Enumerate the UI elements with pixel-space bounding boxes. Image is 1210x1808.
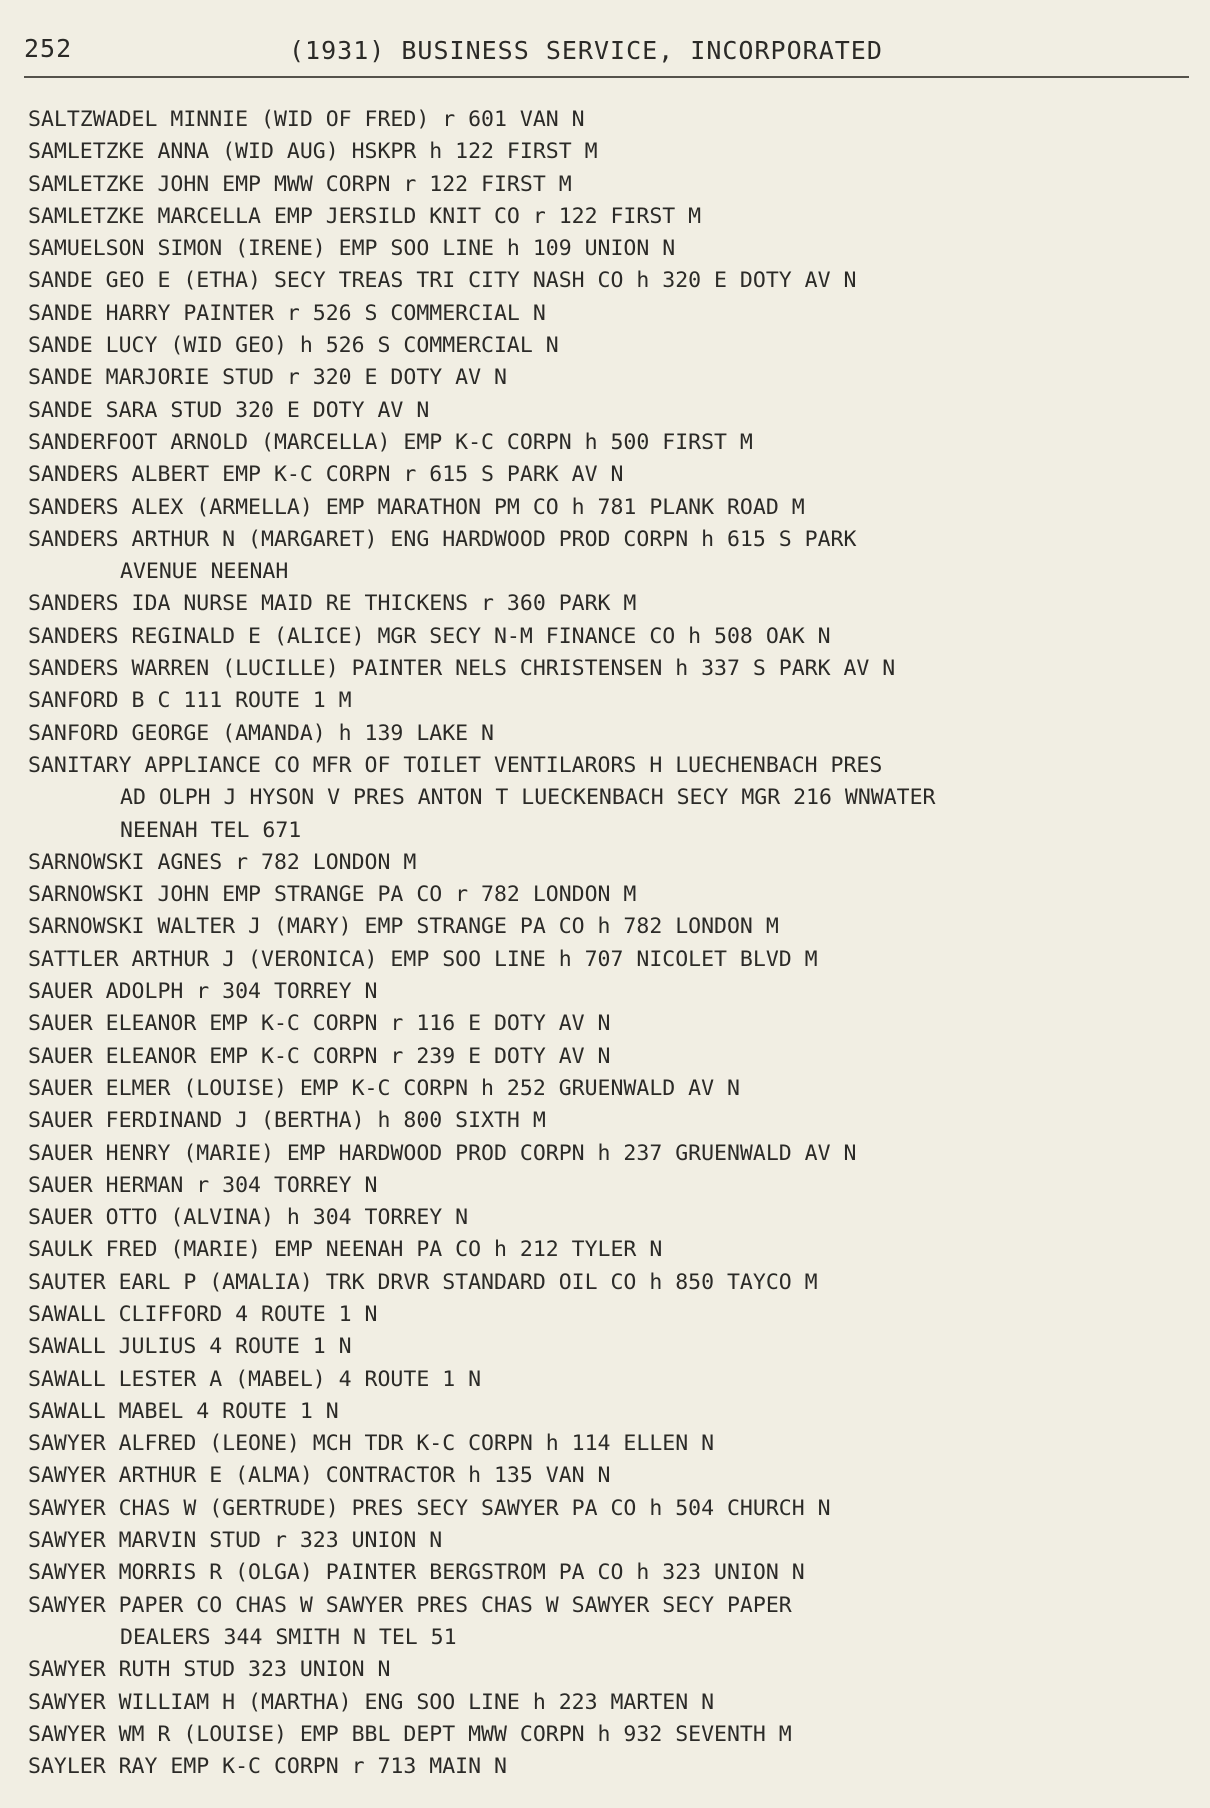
directory-entry: SANDE GEO E (ETHA) SECY TREAS TRI CITY NASH CO h 320 E DOTY AV N [28, 268, 857, 294]
directory-entry: SAUER HENRY (MARIE) EMP HARDWOOD PROD CORPN h 237 GRUENWALD AV N [28, 1140, 857, 1166]
directory-entry: SAWYER ARTHUR E (ALMA) CONTRACTOR h 135 VAN N [28, 1463, 611, 1489]
page-header [24, 34, 1184, 74]
directory-entry: SAWALL LESTER A (MABEL) 4 ROUTE 1 N [28, 1366, 482, 1392]
directory-entry: SANDERS IDA NURSE MAID RE THICKENS r 360 PARK M [28, 591, 637, 617]
directory-entry: SAWYER PAPER CO CHAS W SAWYER PRES CHAS W SAWYER SECY PAPER [28, 1592, 792, 1618]
directory-entry: SATTLER ARTHUR J (VERONICA) EMP SOO LINE h 707 NICOLET BLVD M [28, 946, 818, 972]
directory-entry: SAUER ELMER (LOUISE) EMP K-C CORPN h 252 GRUENWALD AV N [28, 1075, 740, 1101]
directory-entry: SANFORD GEORGE (AMANDA) h 139 LAKE N [28, 720, 494, 746]
directory-entry: SANDERS ALBERT EMP K-C CORPN r 615 S PARK AV N [28, 462, 624, 488]
directory-entry: SANDE SARA STUD 320 E DOTY AV N [28, 397, 430, 423]
directory-entry: SANDE HARRY PAINTER r 526 S COMMERCIAL N [28, 300, 546, 326]
directory-entry: SANDERS REGINALD E (ALICE) MGR SECY N-M FINANCE CO h 508 OAK N [28, 623, 831, 649]
directory-entry: SAMLETZKE MARCELLA EMP JERSILD KNIT CO r 122 FIRST M [28, 203, 702, 229]
directory-entry: SANDERS WARREN (LUCILLE) PAINTER NELS CHRISTENSEN h 337 S PARK AV N [28, 656, 896, 682]
directory-entry: SAMLETZKE ANNA (WID AUG) HSKPR h 122 FIRST M [28, 139, 598, 165]
directory-entry: SARNOWSKI JOHN EMP STRANGE PA CO r 782 LONDON M [28, 882, 637, 908]
directory-entry: SAUER FERDINAND J (BERTHA) h 800 SIXTH M [28, 1108, 546, 1134]
directory-entry: SALTZWADEL MINNIE (WID OF FRED) r 601 VAN N [28, 107, 585, 132]
directory-entry: SAUER ELEANOR EMP K-C CORPN r 239 E DOTY AV N [28, 1043, 611, 1069]
directory-entry: SAYLER RAY EMP K-C CORPN r 713 MAIN N [28, 1754, 507, 1780]
directory-entry-continuation: AVENUE NEENAH [120, 559, 289, 585]
directory-entry-continuation: AD OLPH J HYSON V PRES ANTON T LUECKENBACH SECY MGR 216 WNWATER [120, 785, 936, 811]
directory-entry: SANFORD B C 111 ROUTE 1 M [28, 688, 352, 714]
directory-entry: SANDERFOOT ARNOLD (MARCELLA) EMP K-C CORPN h 500 FIRST M [28, 429, 753, 455]
directory-entry: SAWYER WM R (LOUISE) EMP BBL DEPT MWW CORPN h 932 SEVENTH M [28, 1721, 792, 1747]
directory-entry: SAWYER CHAS W (GERTRUDE) PRES SECY SAWYER PA CO h 504 CHURCH N [28, 1495, 831, 1521]
directory-entry: SANDE MARJORIE STUD r 320 E DOTY AV N [28, 365, 507, 391]
directory-entry-continuation: NEENAH TEL 671 [120, 817, 302, 843]
directory-entry: SAMLETZKE JOHN EMP MWW CORPN r 122 FIRST M [28, 171, 572, 197]
directory-entry: SAUER OTTO (ALVINA) h 304 TORREY N [28, 1205, 469, 1231]
directory-entry: SAUER HERMAN r 304 TORREY N [28, 1172, 378, 1198]
page-number: 252 [24, 34, 73, 63]
directory-entry: SAUER ELEANOR EMP K-C CORPN r 116 E DOTY AV N [28, 1011, 611, 1037]
directory-entry: SANITARY APPLIANCE CO MFR OF TOILET VENTILARORS H LUECHENBACH PRES [28, 752, 883, 778]
directory-entry: SARNOWSKI AGNES r 782 LONDON M [28, 849, 417, 875]
directory-entry: SANDERS ALEX (ARMELLA) EMP MARATHON PM CO h 781 PLANK ROAD M [28, 494, 805, 520]
running-title: (1931) BUSINESS SERVICE, INCORPORATED [289, 36, 883, 65]
directory-entry: SAWALL JULIUS 4 ROUTE 1 N [28, 1334, 352, 1360]
directory-entry: SAMUELSON SIMON (IRENE) EMP SOO LINE h 109 UNION N [28, 236, 676, 262]
directory-entry: SANDERS ARTHUR N (MARGARET) ENG HARDWOOD PROD CORPN h 615 S PARK [28, 526, 857, 552]
directory-entry-continuation: DEALERS 344 SMITH N TEL 51 [120, 1624, 457, 1650]
directory-entry: SAWYER WILLIAM H (MARTHA) ENG SOO LINE h 223 MARTEN N [28, 1689, 715, 1715]
directory-entry: SAULK FRED (MARIE) EMP NEENAH PA CO h 212 TYLER N [28, 1237, 663, 1263]
directory-entry: SAWYER ALFRED (LEONE) MCH TDR K-C CORPN h 114 ELLEN N [28, 1431, 715, 1457]
directory-entry: SAWYER RUTH STUD 323 UNION N [28, 1657, 391, 1683]
directory-entry: SAWYER MORRIS R (OLGA) PAINTER BERGSTROM PA CO h 323 UNION N [28, 1560, 805, 1586]
directory-entry: SANDE LUCY (WID GEO) h 526 S COMMERCIAL N [28, 333, 559, 359]
directory-entry: SAUTER EARL P (AMALIA) TRK DRVR STANDARD OIL CO h 850 TAYCO M [28, 1269, 818, 1295]
directory-entry: SAWALL CLIFFORD 4 ROUTE 1 N [28, 1301, 378, 1327]
directory-entry: SAWALL MABEL 4 ROUTE 1 N [28, 1398, 339, 1424]
directory-entry: SAWYER MARVIN STUD r 323 UNION N [28, 1528, 443, 1554]
directory-entries [28, 104, 1208, 1783]
directory-entry: SARNOWSKI WALTER J (MARY) EMP STRANGE PA CO h 782 LONDON M [28, 914, 779, 940]
directory-entry: SAUER ADOLPH r 304 TORREY N [28, 979, 378, 1005]
header-rule [24, 76, 1189, 78]
